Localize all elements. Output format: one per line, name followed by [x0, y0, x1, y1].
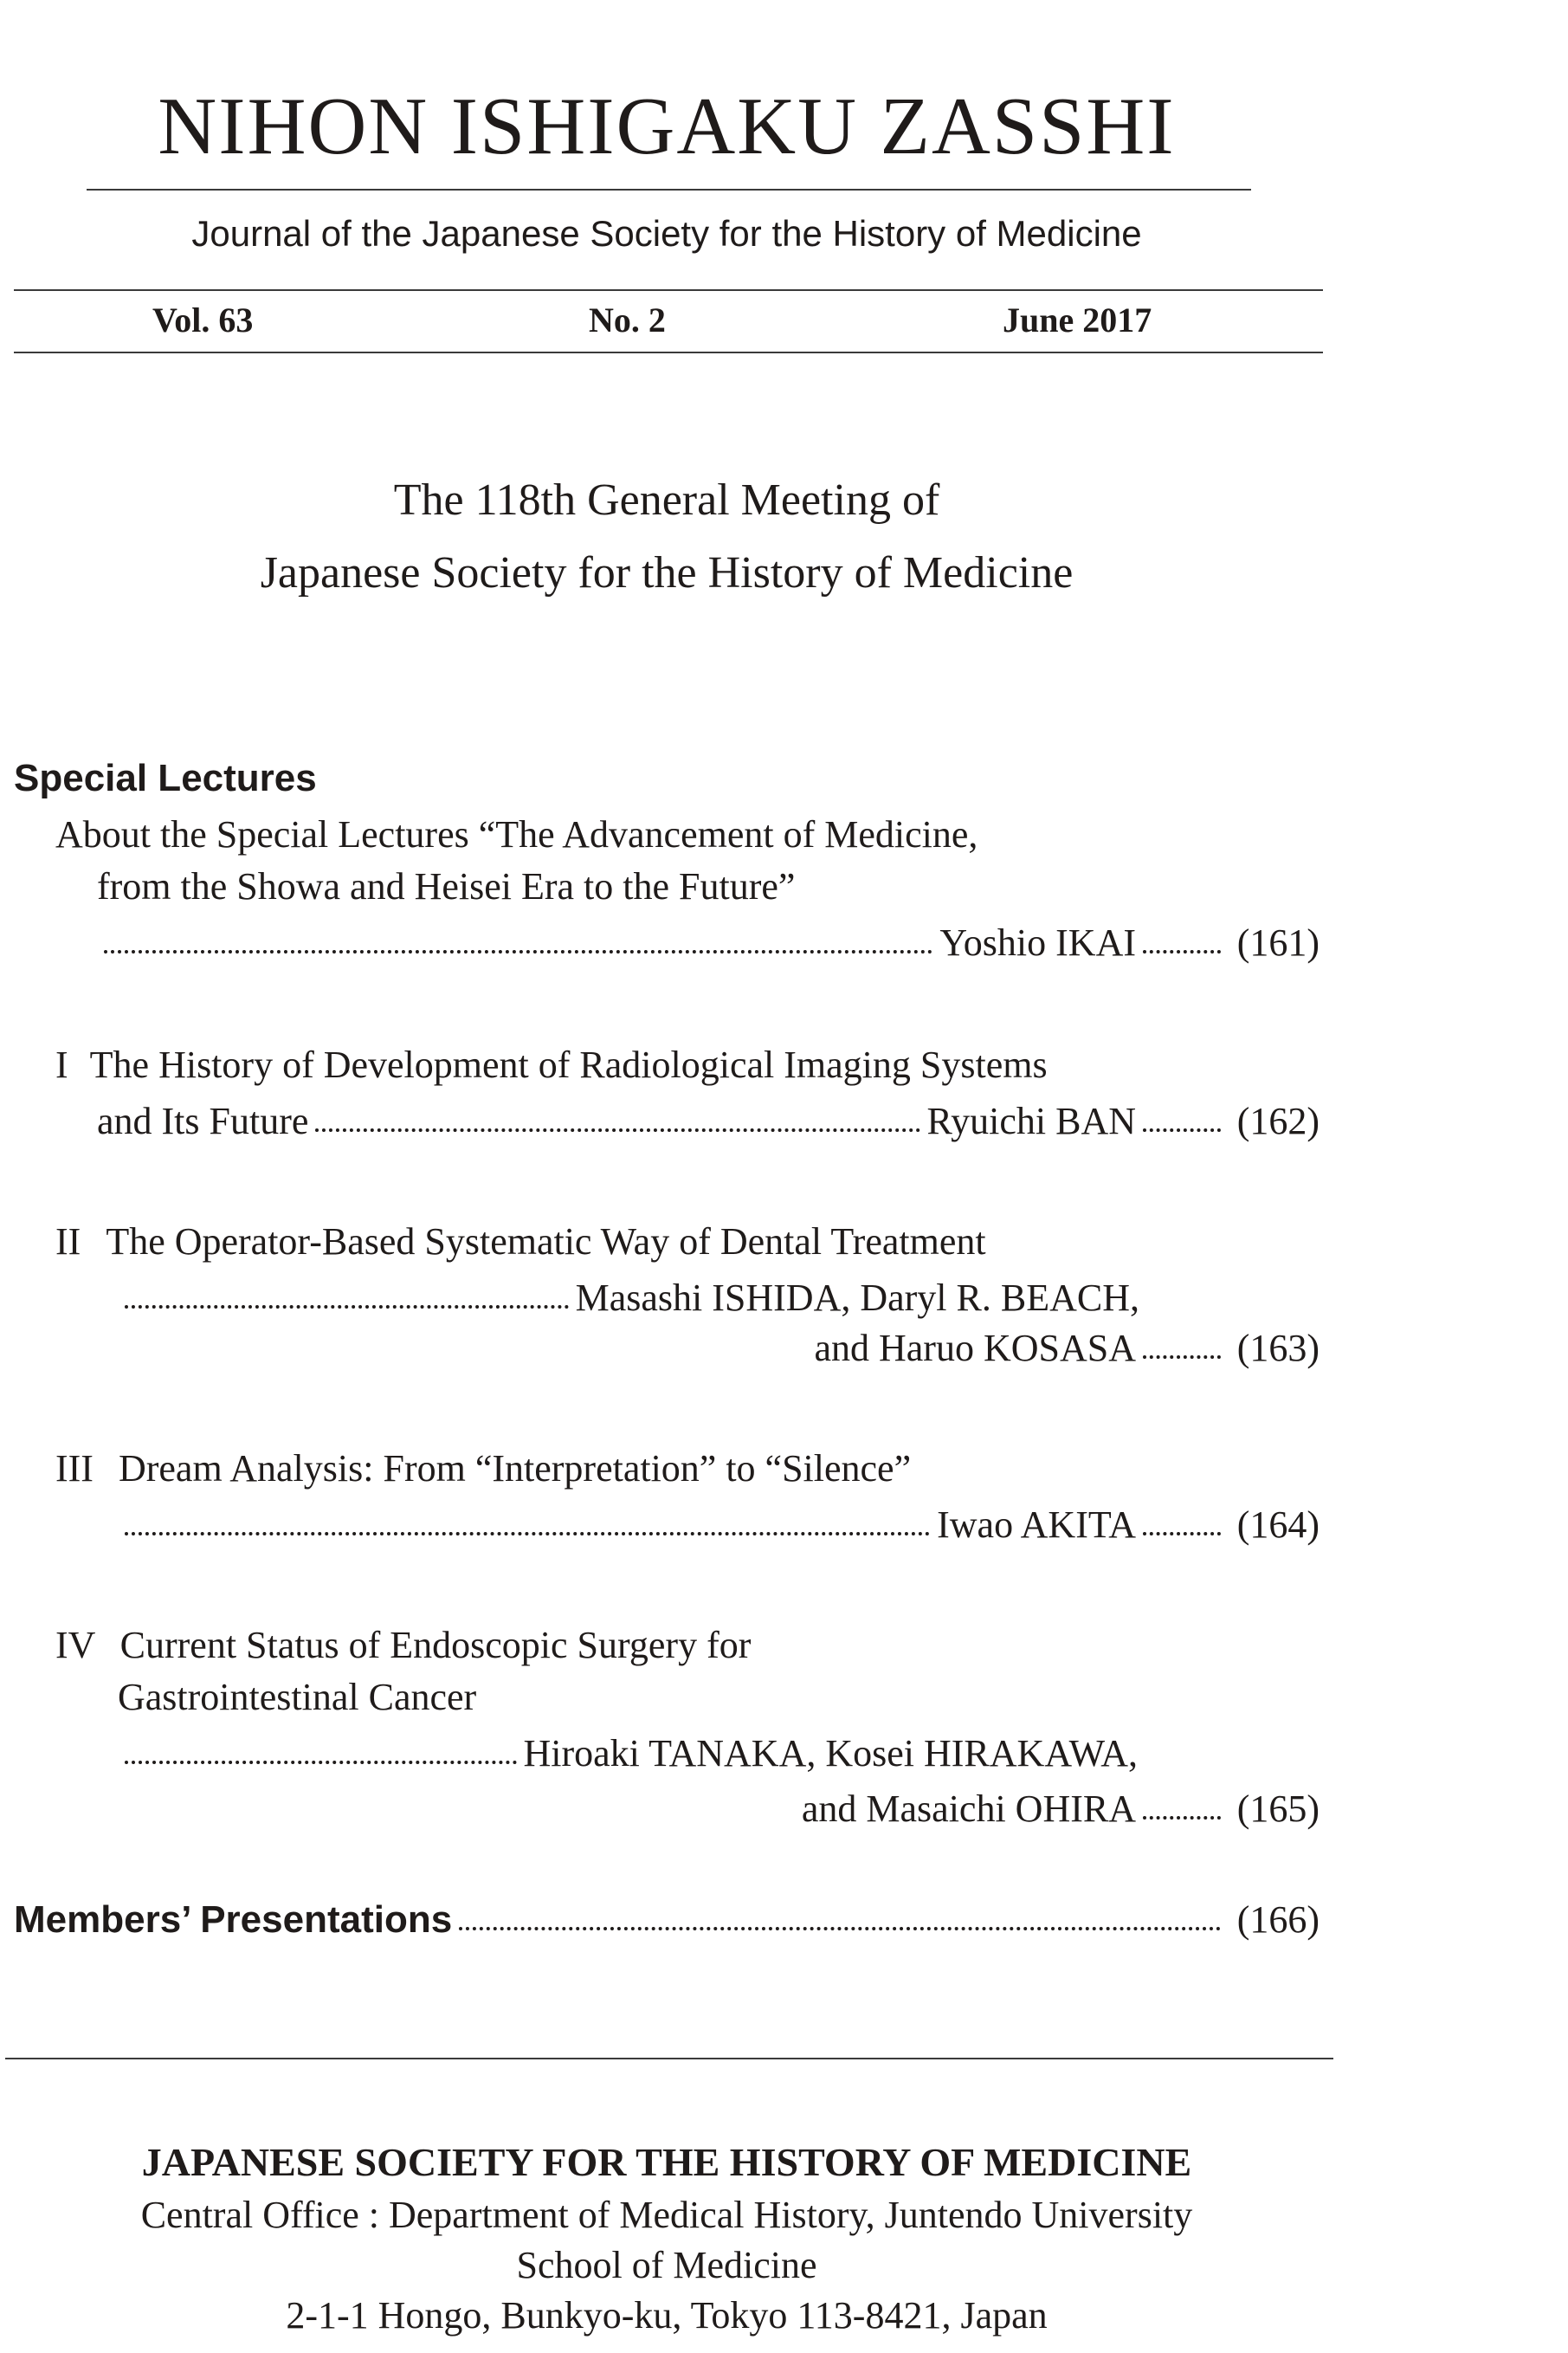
toc-entry-lecture-4[interactable]: [118, 1779, 1320, 1831]
leader-dots: [1143, 1816, 1221, 1820]
leader-dots: [1143, 1355, 1221, 1359]
lecture-title: Current Status of Endoscopic Surgery for: [119, 1624, 752, 1666]
lecture-1-author: Ryuichi BAN: [926, 1100, 1136, 1142]
page-number: (161): [1236, 921, 1320, 964]
special-lectures-heading: Special Lectures: [14, 757, 317, 799]
lecture-title: Dream Analysis: From “Interpretation” to “Silence”: [118, 1447, 912, 1490]
intro-title-line2: from the Showa and Heisei Era to the Future”: [97, 865, 796, 908]
toc-entry-members[interactable]: [14, 1890, 1320, 1942]
intro-author: Yoshio IKAI: [939, 921, 1136, 964]
title-rule: [87, 189, 1251, 191]
journal-title: NIHON ISHIGAKU ZASSHI: [158, 81, 1176, 171]
society-name: JAPANESE SOCIETY FOR THE HISTORY OF MEDICINE: [141, 2140, 1192, 2184]
issue-date: June 2017: [1003, 301, 1152, 339]
leader-dots: [1143, 1128, 1221, 1132]
office-line2: School of Medicine: [516, 2244, 817, 2286]
issue-rule-top: [14, 289, 1323, 291]
lecture-3-title-line1: [55, 1443, 911, 1495]
page-number: (165): [1236, 1787, 1320, 1830]
lecture-1-title-line1: [55, 1039, 1048, 1091]
meeting-title-line2: Japanese Society for the History of Medicine: [260, 548, 1074, 598]
leader-dots: [1143, 950, 1221, 953]
leader-dots: [315, 1128, 920, 1132]
toc-entry-lecture-2[interactable]: [118, 1318, 1320, 1370]
lecture-numeral: III: [55, 1447, 94, 1490]
lecture-title: The Operator-Based Systematic Way of Dental Treatment: [106, 1220, 986, 1263]
office-address: 2-1-1 Hongo, Bunkyo-ku, Tokyo 113-8421, Japan: [286, 2294, 1048, 2337]
leader-dots: [459, 1927, 1221, 1930]
toc-entry-lecture-1[interactable]: [97, 1091, 1320, 1143]
lecture-4-title-line1: [55, 1619, 751, 1671]
lecture-4-authors-line1: Hiroaki TANAKA, Kosei HIRAKAWA,: [523, 1732, 1138, 1774]
lecture-2-title-line1: [55, 1216, 986, 1268]
lecture-2-authors-line2: and Haruo KOSASA: [814, 1327, 1136, 1369]
page-number: (162): [1236, 1100, 1320, 1142]
leader-dots: [125, 1761, 517, 1764]
number-label: No. 2: [589, 301, 666, 339]
toc-entry-lecture-3[interactable]: [118, 1495, 1320, 1547]
toc-entry-intro[interactable]: [97, 913, 1320, 965]
leader-dots: [1143, 1532, 1221, 1535]
page-number: (164): [1236, 1503, 1320, 1546]
page-number: (163): [1236, 1327, 1320, 1369]
office-line1: Central Office : Department of Medical History, Juntendo University: [140, 2194, 1193, 2236]
page-number: (166): [1236, 1898, 1320, 1941]
lecture-4-title-line2: Gastrointestinal Cancer: [118, 1676, 477, 1718]
lecture-1-title-line2: and Its Future: [97, 1100, 309, 1142]
lecture-4-author-row: [118, 1723, 1138, 1775]
lecture-2-author-row: [118, 1268, 1139, 1320]
journal-subtitle: Journal of the Japanese Society for the History of Medicine: [191, 213, 1142, 254]
issue-rule-bottom: [14, 352, 1323, 353]
lecture-4-authors-line2: and Masaichi OHIRA: [801, 1787, 1136, 1830]
lecture-3-author: Iwao AKITA: [937, 1503, 1136, 1546]
leader-dots: [125, 1532, 930, 1535]
leader-dots: [125, 1305, 569, 1309]
meeting-title-line1: The 118th General Meeting of: [393, 475, 940, 525]
members-presentations-heading: Members’ Presentations: [14, 1898, 453, 1941]
footer-rule: [5, 2058, 1333, 2059]
intro-title-line1: About the Special Lectures “The Advancement of Medicine,: [55, 813, 978, 856]
leader-dots: [104, 950, 932, 953]
lecture-title: The History of Development of Radiological Imaging Systems: [89, 1044, 1048, 1086]
lecture-2-authors-line1: Masashi ISHIDA, Daryl R. BEACH,: [575, 1277, 1139, 1319]
lecture-numeral: IV: [55, 1624, 95, 1666]
lecture-numeral: I: [55, 1044, 68, 1086]
lecture-numeral: II: [55, 1220, 81, 1263]
volume-label: Vol. 63: [152, 301, 254, 339]
